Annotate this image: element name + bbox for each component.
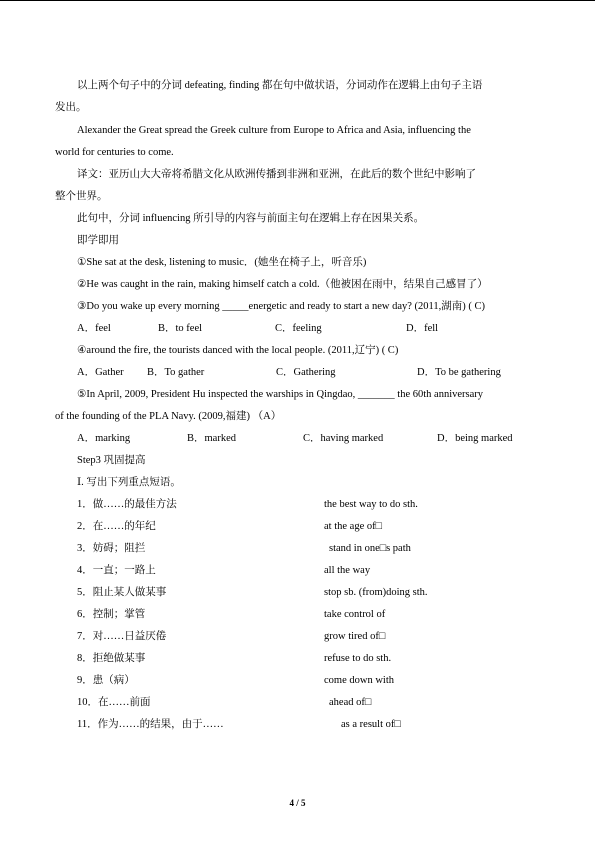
phrase-chinese: 3．妨碍；阻拦 xyxy=(77,543,146,554)
answer-option: D．To be gathering xyxy=(417,367,501,378)
phrase-chinese: 1．做……的最佳方法 xyxy=(77,499,177,510)
phrase-english: grow tired of□ xyxy=(324,631,386,642)
phrase-english: as a result of□ xyxy=(341,719,401,730)
phrase-chinese: 8．拒绝做某事 xyxy=(77,653,146,664)
phrase-chinese: 4．一直；一路上 xyxy=(77,565,156,576)
section-heading: 即学即用 xyxy=(77,235,119,246)
paragraph-line: world for centuries to come. xyxy=(55,147,174,158)
answer-option: B．marked xyxy=(187,433,236,444)
exercise-item: ③Do you wake up every morning _____energetic and ready to start a new day? (2011,湖南) ( C) xyxy=(77,301,486,312)
answer-option: C．Gathering xyxy=(276,367,336,378)
phrase-english: all the way xyxy=(324,565,371,576)
answer-option: D．fell xyxy=(406,323,439,334)
answer-option: A．feel xyxy=(77,323,111,334)
paragraph-line: Alexander the Great spread the Greek culture from Europe to Africa and Asia, influencing the xyxy=(77,125,471,136)
answer-option: B．To gather xyxy=(147,367,205,378)
phrase-english: take control of xyxy=(324,609,386,620)
exercise-item: ⑤In April, 2009, President Hu inspected the warships in Qingdao, _______ the 60th anniversary xyxy=(77,389,484,400)
step-title: Step3 巩固提高 xyxy=(77,455,146,466)
phrase-english: the best way to do sth. xyxy=(324,499,418,510)
step-instruction: Ⅰ. 写出下列重点短语。 xyxy=(77,477,181,488)
phrase-chinese: 7．对……日益厌倦 xyxy=(77,631,167,642)
paragraph-line: 发出。 xyxy=(55,102,87,113)
phrase-english: refuse to do sth. xyxy=(324,653,392,664)
exercise-item: ①She sat at the desk, listening to music．(她坐在椅子上，听音乐) xyxy=(77,257,367,268)
answer-option: C．feeling xyxy=(275,323,322,334)
answer-option: A．marking xyxy=(77,433,131,444)
phrase-chinese: 6．控制；掌管 xyxy=(77,609,146,620)
answer-option: D．being marked xyxy=(437,433,513,444)
paragraph-line: 以上两个句子中的分词 defeating, finding 都在句中做状语，分词动作在逻辑上由句子主语 xyxy=(77,80,483,91)
exercise-item: ④around the fire, the tourists danced with the local people. (2011,辽宁) ( C) xyxy=(77,345,399,356)
answer-option: B．to feel xyxy=(158,323,203,334)
answer-option: A．Gather xyxy=(77,367,124,378)
page-top-border xyxy=(0,0,595,1)
answer-option: C．having marked xyxy=(303,433,384,444)
phrase-chinese: 5．阻止某人做某事 xyxy=(77,587,167,598)
exercise-item: of the founding of the PLA Navy. (2009,福建) （A） xyxy=(55,411,282,422)
phrase-chinese: 11．作为……的结果，由于…… xyxy=(77,719,224,730)
phrase-chinese: 9．患（病） xyxy=(77,675,135,686)
phrase-english: stop sb. (from)doing sth. xyxy=(324,587,428,598)
paragraph-line: 此句中，分词 influencing 所引导的内容与前面主句在逻辑上存在因果关系。 xyxy=(77,213,425,224)
phrase-english: at the age of□ xyxy=(324,521,382,532)
phrase-chinese: 10．在……前面 xyxy=(77,697,151,708)
paragraph-line: 整个世界。 xyxy=(55,191,108,202)
page-number: 4 / 5 xyxy=(289,798,306,808)
phrase-english: ahead of□ xyxy=(329,697,372,708)
phrase-chinese: 2．在……的年纪 xyxy=(77,521,156,532)
phrase-english: stand in one□s path xyxy=(329,543,411,554)
phrase-english: come down with xyxy=(324,675,394,686)
exercise-item: ②He was caught in the rain, making himself catch a cold.（他被困在雨中，结果自己感冒了） xyxy=(77,279,488,290)
paragraph-line: 译文：亚历山大大帝将希腊文化从欧洲传播到非洲和亚洲，在此后的数个世纪中影响了 xyxy=(77,169,476,180)
